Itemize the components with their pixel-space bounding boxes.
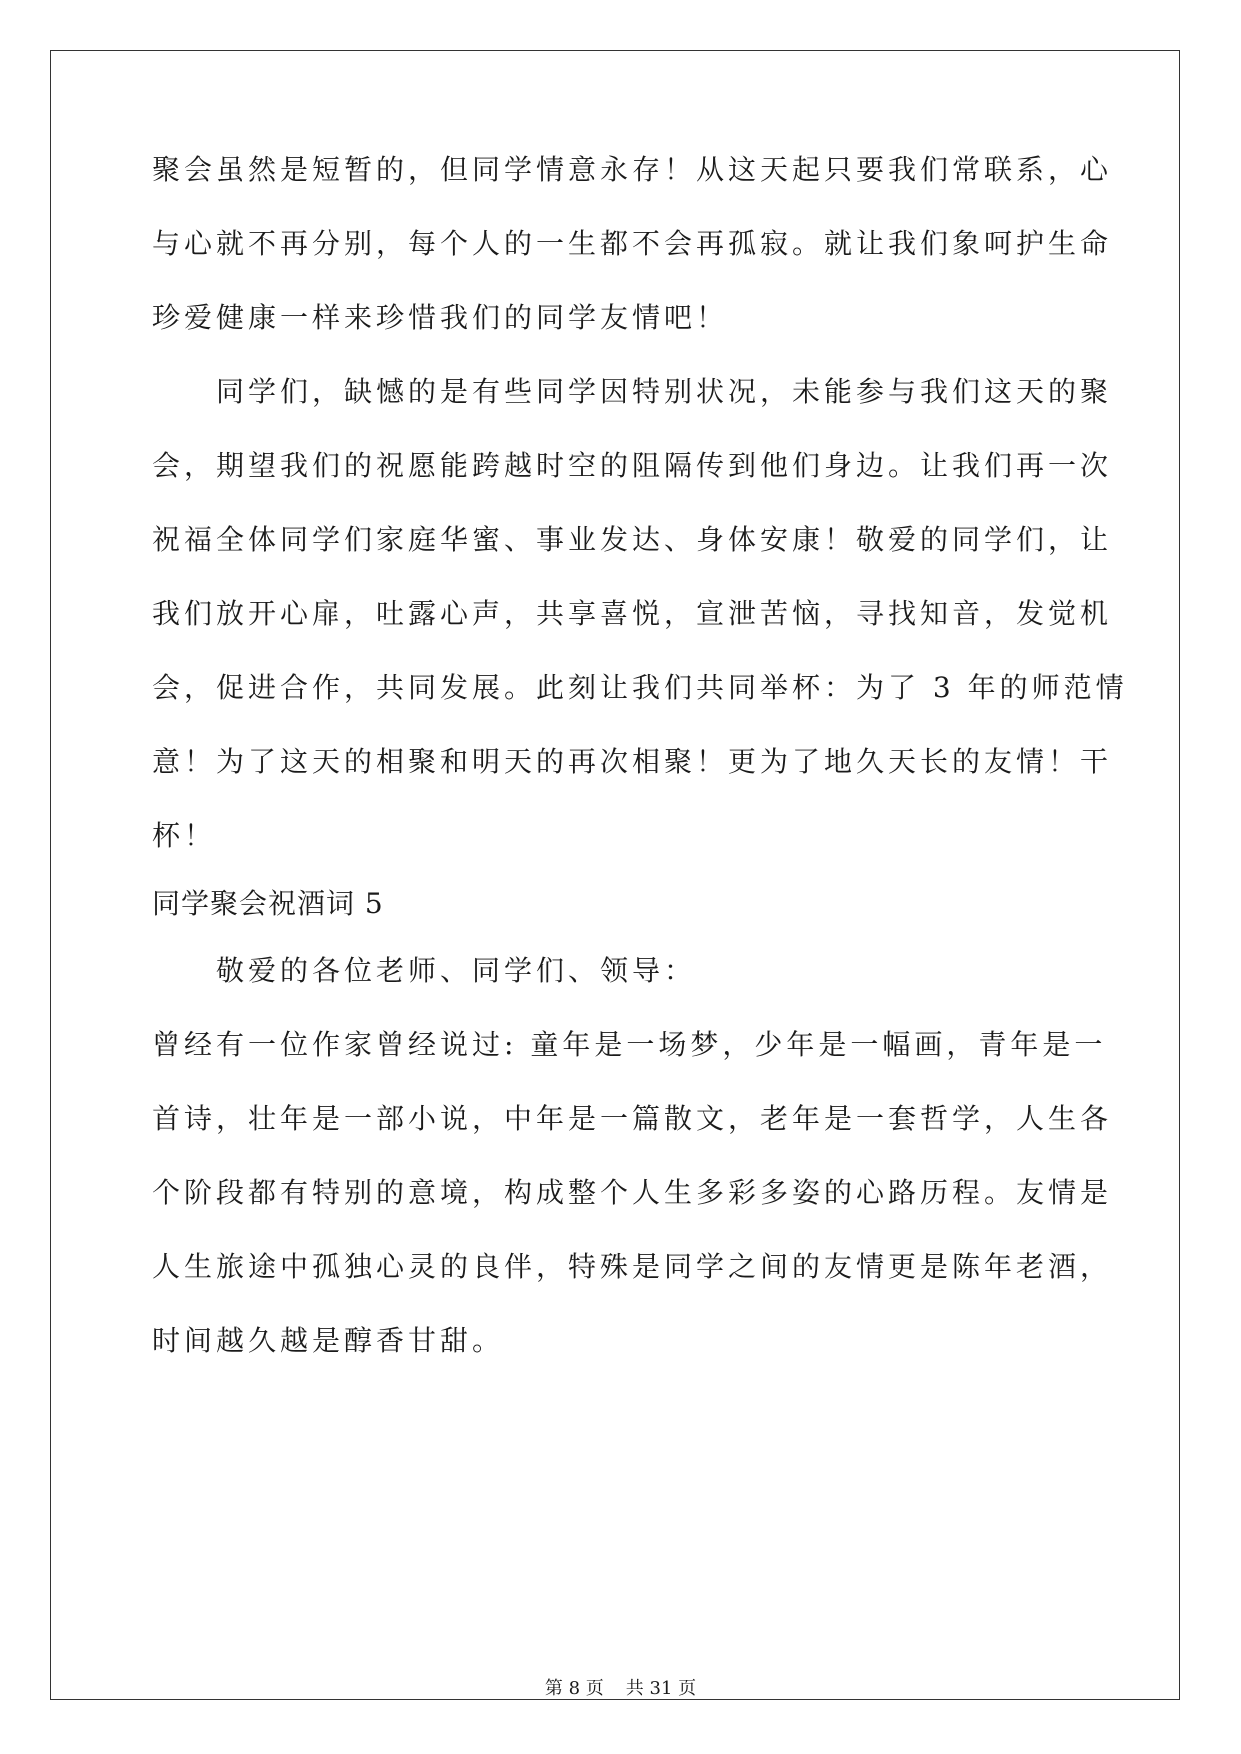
text-line: 首诗，壮年是一部小说，中年是一篇散文，老年是一套哲学，人生各 — [152, 1102, 1113, 1135]
text-line: 与心就不再分别，每个人的一生都不会再孤寂。就让我们象呵护生命 — [152, 227, 1113, 260]
text-line: 敬爱的各位老师、同学们、领导： — [152, 954, 697, 987]
text-line: 同学们，缺憾的是有些同学因特别状况，未能参与我们这天的聚 — [152, 375, 1113, 408]
text-line: 人生旅途中孤独心灵的良伴，特殊是同学之间的友情更是陈年老酒， — [152, 1250, 1113, 1283]
text-line: 我们放开心扉，吐露心声，共享喜悦，宣泄苦恼，寻找知音，发觉机 — [152, 597, 1113, 630]
text-line: 意！为了这天的相聚和明天的再次相聚！更为了地久天长的友情！干 — [152, 745, 1113, 778]
text-line: 杯！ — [152, 819, 217, 852]
text-line: 祝福全体同学们家庭华蜜、事业发达、身体安康！敬爱的同学们，让 — [152, 523, 1113, 556]
text-line: 会，期望我们的祝愿能跨越时空的阻隔传到他们身边。让我们再一次 — [152, 449, 1113, 482]
text-line: 曾经有一位作家曾经说过: 童年是一场梦，少年是一幅画，青年是一 — [152, 1028, 1107, 1061]
text-line: 个阶段都有特别的意境，构成整个人生多彩多姿的心路历程。友情是 — [152, 1176, 1113, 1209]
section-heading: 同学聚会祝酒词 5 — [152, 887, 384, 920]
page-number: 第 8 页 — [544, 1678, 604, 1699]
text-line: 会，促进合作，共同发展。此刻让我们共同举杯：为了 3 年的师范情 — [152, 671, 1128, 704]
page-footer — [0, 1677, 1241, 1701]
page-total: 共 31 页 — [625, 1678, 697, 1699]
text-line: 珍爱健康一样来珍惜我们的同学友情吧！ — [152, 301, 729, 334]
text-line: 聚会虽然是短暂的，但同学情意永存！从这天起只要我们常联系，心 — [152, 153, 1113, 186]
text-line: 时间越久越是醇香甘甜。 — [152, 1324, 505, 1357]
